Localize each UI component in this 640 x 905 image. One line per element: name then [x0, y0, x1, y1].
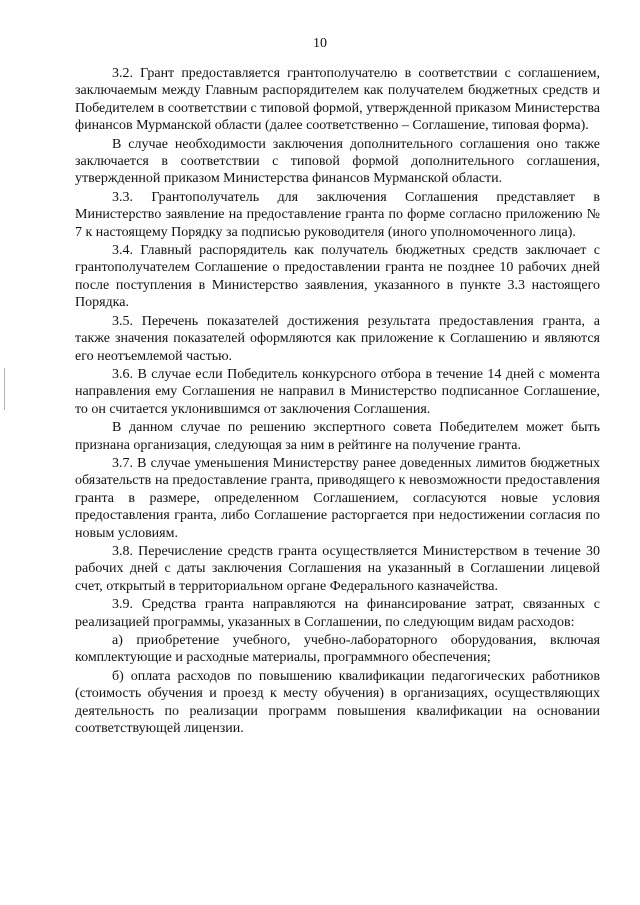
paragraph-3-2: 3.2. Грант предоставляется грантополучателю в соответствии с соглашением, заключаемым между Главным распорядителем как получателем бюджетных средств и Победителем в соответствии с типовой формой, утвержденной приказом Министерства финансов Мурманской области (далее соответственно – Соглашение, типовая форма).: [75, 66, 600, 134]
paragraph-3-3: 3.3. Грантополучатель для заключения Соглашения представляет в Министерство заявление на предоставление гранта по форме согласно приложению № 7 к настоящему Порядку за подписью руководителя (иного уполномоченного лица).: [75, 189, 600, 240]
page-number: 10: [313, 36, 327, 51]
paragraph-3-5: 3.5. Перечень показателей достижения результата предоставления гранта, а также значения показателей оформляются как приложение к Соглашению и являются его неотъемлемой частью.: [75, 313, 600, 364]
paragraph-3-9-item-b: б) оплата расходов по повышению квалификации педагогических работников (стоимость обучения и проезд к месту обучения) в организациях, осуществляющих деятельность по реализации программ повышения квалификации на основании соответствующей лицензии.: [75, 668, 600, 737]
document-body: [75, 65, 600, 738]
paragraph-3-8: 3.8. Перечисление средств гранта осуществляется Министерством в течение 30 рабочих дней с даты заключения Соглашения на указанный в Соглашении лицевой счет, открытый в территориальном органе Федерального казначейства.: [75, 543, 600, 594]
paragraph-3-7: 3.7. В случае уменьшения Министерству ранее доведенных лимитов бюджетных обязательств на предоставление гранта, приводящего к невозможности предоставления гранта в размере, определенном Соглашением, согласуются новые условия предоставления гранта, либо Соглашение расторгается при недостижении согласия по новым условиям.: [75, 455, 600, 541]
paragraph-3-6: 3.6. В случае если Победитель конкурсного отбора в течение 14 дней с момента направления ему Соглашения не направил в Министерство подписанное Соглашение, то он считается уклонившимся от заключения Соглашения.: [75, 366, 600, 417]
paragraph-3-9: 3.9. Средства гранта направляются на финансирование затрат, связанных с реализацией программы, указанных в Соглашении, по следующим видам расходов:: [75, 597, 600, 630]
paragraph-3-9-item-a: а) приобретение учебного, учебно-лабораторного оборудования, включая комплектующие и расходные материалы, программного обеспечения;: [75, 633, 600, 666]
paragraph-3-2-additional: В случае необходимости заключения дополнительного соглашения оно также заключается в соответствии с типовой формой дополнительного соглашения, утвержденной приказом Министерства финансов Мурманской области.: [75, 136, 600, 187]
paragraph-3-6-additional: В данном случае по решению экспертного совета Победителем может быть признана организация, следующая за ним в рейтинге на получение гранта.: [75, 420, 600, 453]
scan-margin-mark: [4, 368, 5, 410]
paragraph-3-4: 3.4. Главный распорядитель как получатель бюджетных средств заключает с грантополучателем Соглашение о предоставлении гранта не позднее 10 рабочих дней после поступления в Министерство заявления, указанного в пункте 3.3 настоящего Порядка.: [75, 243, 600, 311]
